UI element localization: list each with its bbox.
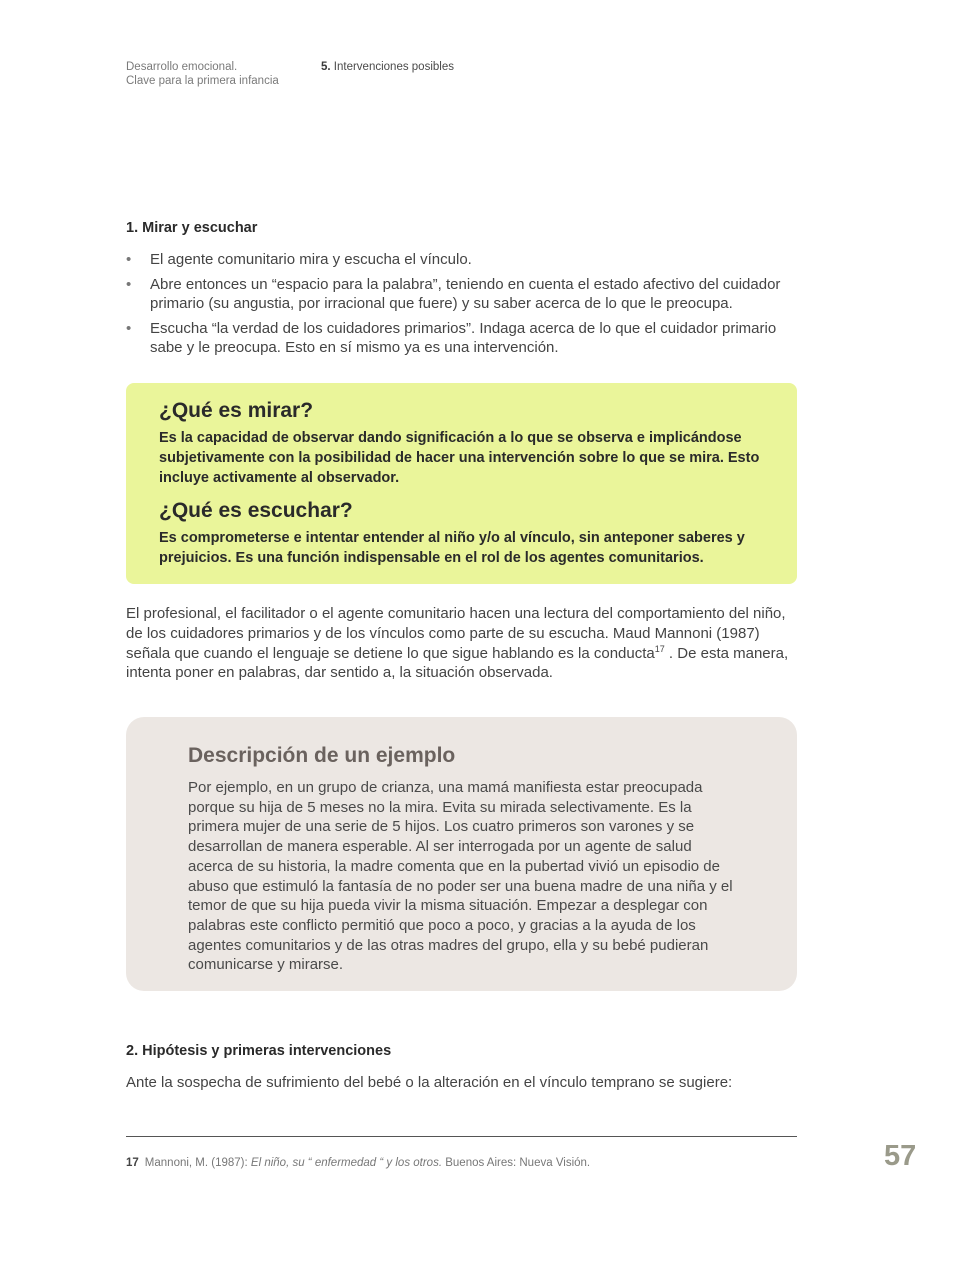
book-title-line-1: Desarrollo emocional.: [126, 61, 238, 73]
footnote-publisher: Buenos Aires: Nueva Visión.: [442, 1157, 591, 1169]
bullet-item: • El agente comunitario mira y escucha el vínculo.: [126, 251, 472, 268]
body-paragraph: El profesional, el facilitador o el agente comunitario hacen una lectura del comportamiento del niño, de los cuidadores primarios y de los vínculos como parte de su escucha. Maud Mannoni (1987) señala que cuando el lenguaje se detiene lo que sigue hablando es la conducta$^{17}$ . De esta manera, intenta poner en palabras, dar sentido a, la situación observada.: [126, 605, 789, 682]
section-1: [126, 220, 797, 363]
section-2-heading: 2. Hipótesis y primeras intervenciones: [126, 1043, 392, 1059]
definitions-box: [126, 383, 797, 584]
footnote-ref[interactable]: 17: [654, 643, 665, 654]
example-title: Descripción de un ejemplo: [188, 744, 456, 767]
footnote-author: Mannoni, M. (1987):: [144, 1157, 251, 1169]
example-box: [126, 717, 797, 991]
footnote-number: 17: [126, 1157, 139, 1169]
running-head-book-title: [126, 60, 279, 88]
footnote-divider: [126, 1136, 797, 1137]
escuchar-definition: Es comprometerse e intentar entender al niño y/o al vínculo, sin anteponer saberes y prejuicios. Es una función indispensable en el rol de los agentes comunitarios.: [159, 530, 745, 566]
bullet-icon: •: [126, 319, 132, 337]
escuchar-title: ¿Qué es escuchar?: [159, 499, 353, 522]
section-1-heading: 1. Mirar y escuchar: [126, 220, 258, 236]
bullet-icon: •: [126, 275, 132, 293]
footnote-title: El niño, su “ enfermedad “ y los otros.: [250, 1157, 443, 1169]
running-head-chapter: [321, 60, 454, 74]
section-1-bullet-list: [126, 250, 797, 358]
section-2: [126, 1043, 797, 1093]
chapter-number: 5.: [321, 61, 331, 73]
mirar-definition: Es la capacidad de observar dando significación a lo que se observa e implicándose subjetivamente con la posibilidad de hacer una intervención sobre lo que se mira. Esto incluye activamente al observador.: [159, 430, 760, 486]
section-2-intro: Ante la sospecha de sufrimiento del bebé o la alteración en el vínculo temprano se sugiere:: [126, 1074, 733, 1091]
footnote: [126, 1157, 590, 1169]
bullet-item: • Escucha “la verdad de los cuidadores primarios”. Indaga acerca de lo que el cuidador primario sabe y le preocupa. Esto en sí mismo ya es una intervención.: [126, 319, 777, 356]
bullet-icon: •: [126, 251, 132, 268]
mirar-title: ¿Qué es mirar?: [159, 399, 314, 422]
chapter-title: Intervenciones posibles: [333, 61, 454, 73]
book-title-line-2: Clave para la primera infancia: [126, 75, 279, 87]
bullet-item: • Abre entonces un “espacio para la palabra”, teniendo en cuenta el estado afectivo del cuidador primario (su angustia, por irracional que fuere) y su saber acerca de lo que le preocupa.: [126, 275, 781, 312]
example-text: Por ejemplo, en un grupo de crianza, una mamá manifiesta estar preocupada porque su hija de 5 meses no la mira. Evita su mirada selectivamente. Es la primera mujer de una serie de 5 hijos. Los cuatro primeros son varones y se desarrollan de manera esperable. Al ser interrogada por un agente de salud acerca de su historia, la madre comenta que en la pubertad vivió un episodio de abuso que estimuló la fantasía de no poder ser una buena madre de una niña y el temor de que su hija pueda vivir la misma situación. Empezar a desplegar con palabras este conflicto permitió que poco a poco, y gracias a la ayuda de los agentes comunitarios y de las otras madres del grupo, ella y su bebé pudieran comunicarse y mirarse.: [188, 779, 733, 974]
paragraph-1: [126, 604, 797, 683]
page-number: 57: [884, 1140, 917, 1172]
